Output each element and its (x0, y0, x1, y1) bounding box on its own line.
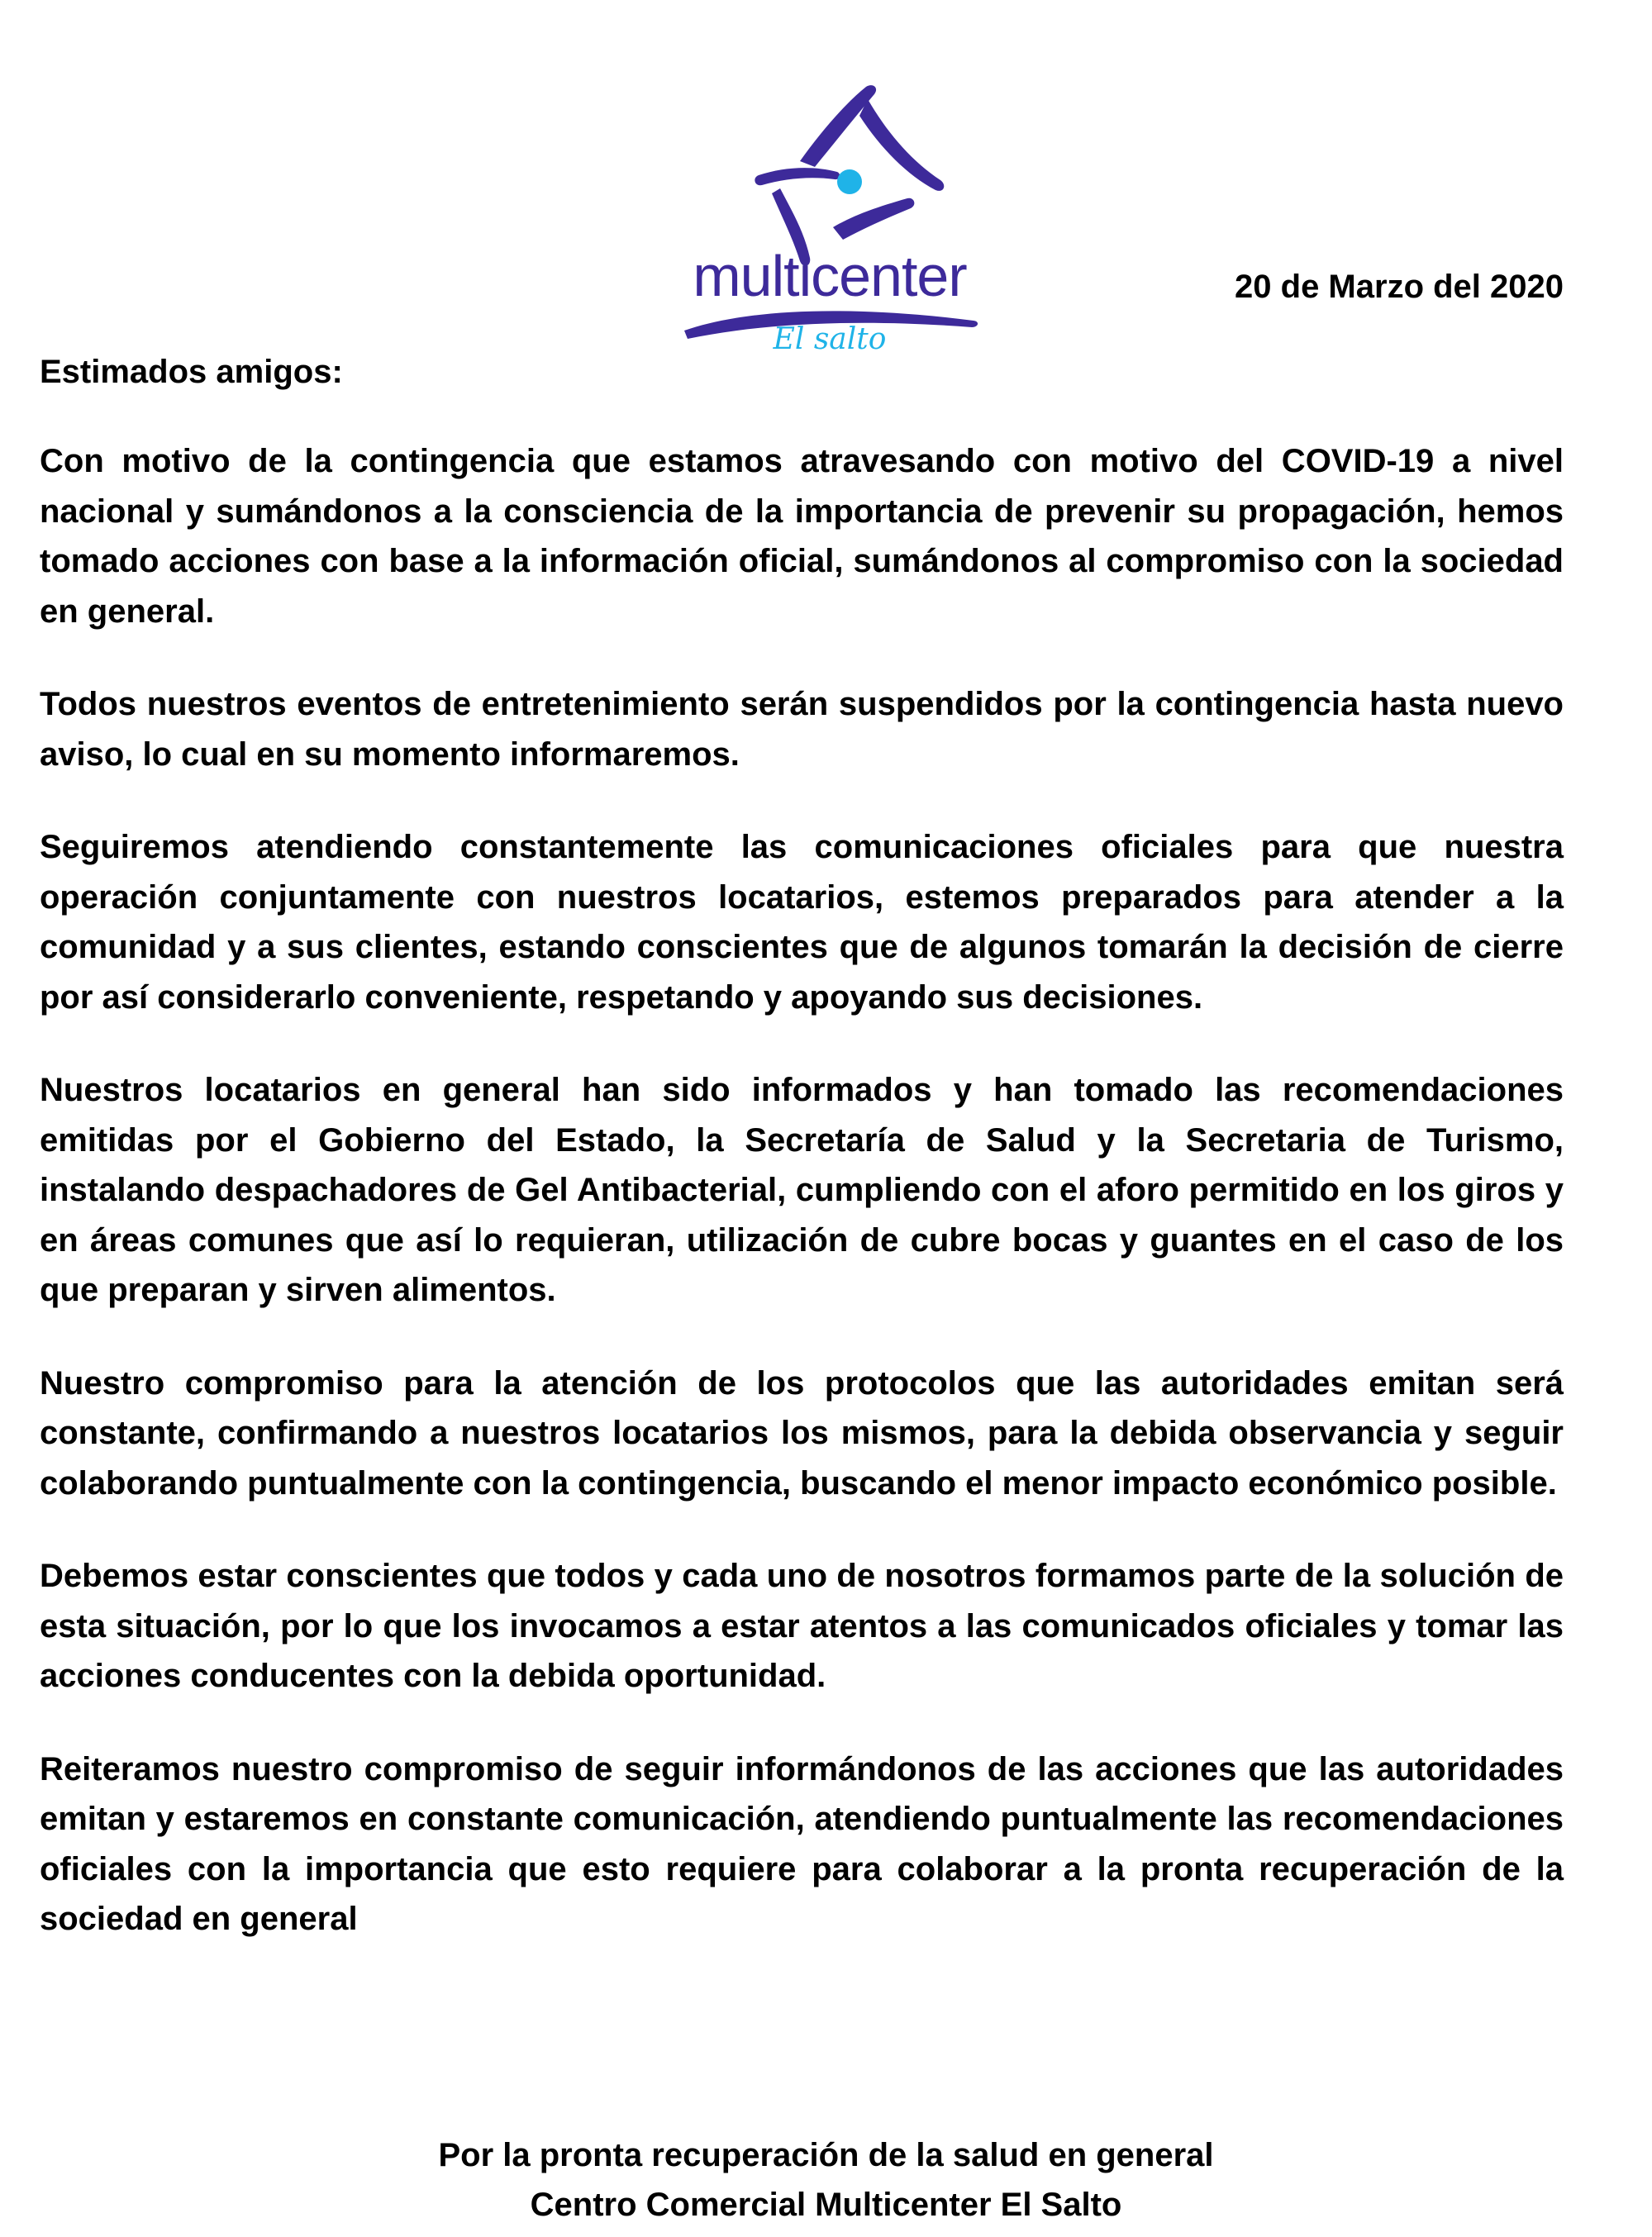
logo-arc-right (859, 99, 944, 191)
logo-arc-top (800, 85, 876, 167)
letter-greeting: Estimados amigos: (40, 354, 343, 390)
paragraph: Todos nuestros eventos de entretenimiento serán suspendidos por la contingencia hasta nuevo aviso, lo cual en su momento informaremos. (40, 686, 1564, 773)
closing-line-2: Centro Comercial Multicenter El Salto (530, 2187, 1122, 2223)
paragraph: Seguiremos atendiendo constantemente las comunicaciones oficiales para que nuestra operación conjuntamente con nuestros locatarios, estemos preparados para atender a la comunidad y a sus clientes, estando conscientes que de algunos tomarán la decisión de cierre por así considerarlo conveniente, respetando y apoyando sus decisiones. (40, 829, 1564, 1016)
paragraph: Nuestros locatarios en general han sido informados y han tomado las recomendaciones emitidas por el Gobierno del Estado, la Secretaría de Salud y la Secretaria de Turismo, instalando despachadores de Gel Antibacterial, cumpliendo con el aforo permitido en los giros y en áreas comunes que así lo requieran, utilización de cubre bocas y guantes en el caso de los que preparan y sirven alimentos. (40, 1072, 1564, 1308)
multicenter-logo-graphic (676, 83, 983, 364)
paragraph: Con motivo de la contingencia que estamos atravesando con motivo del COVID-19 a nivel nacional y sumándonos a la consciencia de la importancia de prevenir su propagación, hemos tomado acciones con base a la información oficial, sumándonos al compromiso con la sociedad en general. (40, 443, 1564, 630)
logo-sub-text: El salto (773, 322, 887, 356)
logo-arm-left (755, 168, 840, 185)
paragraph: Debemos estar conscientes que todos y cada uno de nosotros formamos parte de la solución de esta situación, por lo que los invocamos a estar atentos a las comunicados oficiales y tomar las acciones conducentes con la debida oportunidad. (40, 1558, 1564, 1694)
closing-line-1: Por la pronta recuperación de la salud en general (438, 2137, 1214, 2173)
logo-brand-text: multicenter (693, 244, 967, 308)
multicenter-logo (676, 83, 983, 364)
letter-closing (0, 2130, 1652, 2230)
letter-date: 20 de Marzo del 2020 (1235, 269, 1564, 305)
paragraph: Reiteramos nuestro compromiso de seguir informándonos de las acciones que las autoridades emitan y estaremos en constante comunicación, atendiendo puntualmente las recomendaciones oficiales con la importancia que esto requiere para colaborar a la pronta recuperación de la sociedad en general (40, 1750, 1564, 1937)
logo-head-dot (837, 169, 862, 194)
letter-body (40, 436, 1564, 1987)
paragraph: Nuestro compromiso para la atención de los protocolos que las autoridades emitan será constante, confirmando a nuestros locatarios los mismos, para la debida observancia y seguir colaborando puntualmente con la contingencia, buscando el menor impacto económico posible. (40, 1364, 1564, 1502)
logo-arm-right (833, 198, 914, 240)
